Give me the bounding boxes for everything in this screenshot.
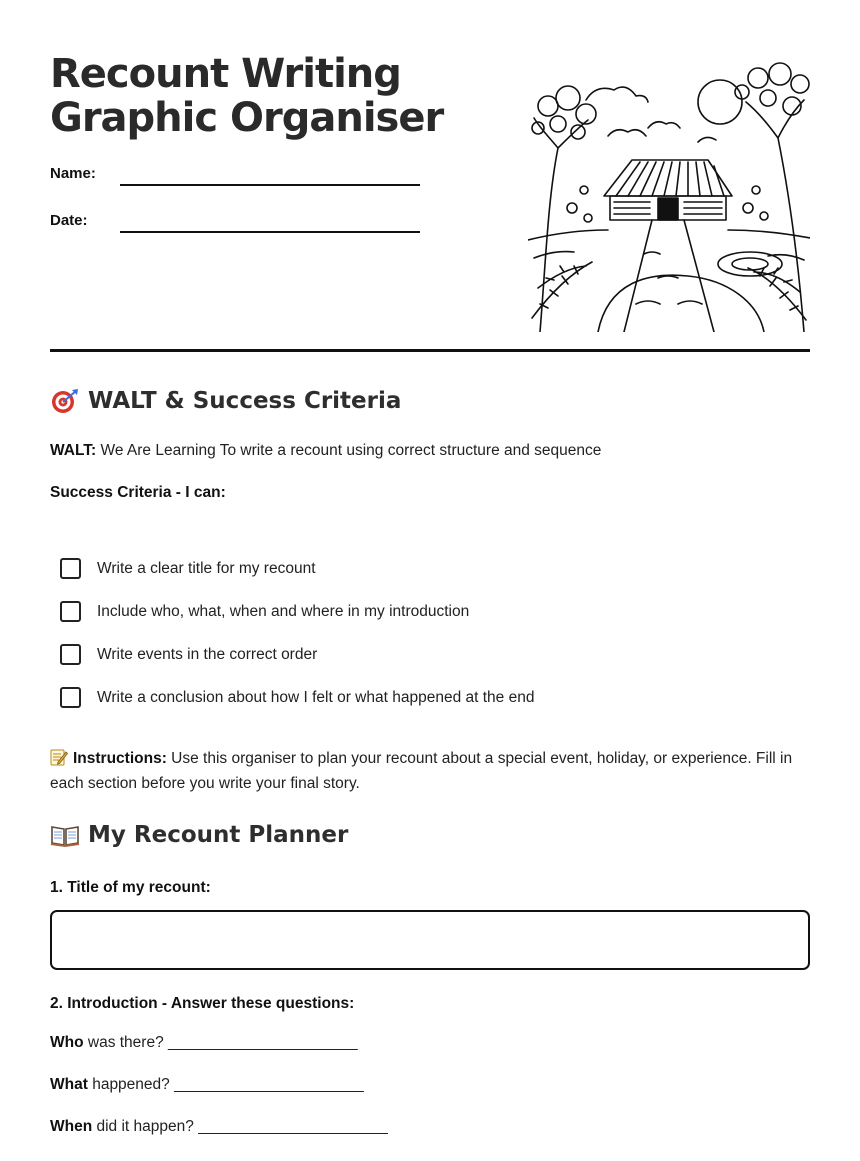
question-text: did it happen? (92, 1118, 199, 1135)
criteria-item[interactable] (60, 633, 534, 676)
question-when (50, 1118, 388, 1136)
recount-title-input[interactable] (50, 910, 810, 970)
page-title (50, 52, 470, 140)
question-text: was there? (83, 1034, 169, 1051)
question-text: happened? (87, 1076, 175, 1093)
success-criteria-list (60, 547, 534, 719)
success-criteria-heading: Success Criteria - I can: (50, 484, 226, 501)
answer-blank[interactable]: ______________________ (168, 1034, 358, 1051)
walt-text: We Are Learning To write a recount using correct structure and sequence (96, 442, 602, 459)
question-who (50, 1034, 358, 1052)
criteria-item[interactable] (60, 547, 534, 590)
worksheet-header (50, 0, 810, 352)
question-keyword: What (50, 1076, 88, 1093)
question-what (50, 1076, 364, 1094)
criteria-label: Write a conclusion about how I felt or what happened at the end (97, 688, 535, 706)
instructions-paragraph (50, 746, 810, 796)
walt-statement (50, 438, 601, 463)
criteria-item[interactable] (60, 676, 534, 719)
name-line[interactable] (120, 184, 420, 186)
house-garden-illustration (528, 58, 810, 332)
question-keyword: Who (50, 1034, 84, 1051)
title-prompt: 1. Title of my recount: (50, 879, 211, 896)
title-line-1: Recount Writing (50, 51, 401, 97)
date-line[interactable] (120, 231, 420, 233)
planner-heading-text: My Recount Planner (88, 822, 349, 848)
memo-icon (50, 748, 68, 766)
date-label: Date: (50, 212, 88, 229)
walt-heading-text: WALT & Success Criteria (88, 388, 402, 414)
criteria-checkbox[interactable] (60, 644, 81, 665)
criteria-label: Write a clear title for my recount (97, 559, 316, 577)
walt-heading (50, 388, 401, 414)
instructions-text: Use this organiser to plan your recount about a special event, holiday, or experience. Fill in each section before you write your final story. (50, 750, 793, 792)
walt-label: WALT: (50, 442, 97, 459)
instructions-label: Instructions: (73, 750, 167, 767)
criteria-checkbox[interactable] (60, 687, 81, 708)
answer-blank[interactable]: ______________________ (174, 1076, 364, 1093)
criteria-label: Write events in the correct order (97, 645, 318, 663)
introduction-prompt: 2. Introduction - Answer these questions: (50, 995, 355, 1012)
answer-blank[interactable]: ______________________ (198, 1118, 388, 1135)
criteria-checkbox[interactable] (60, 558, 81, 579)
question-keyword: When (50, 1118, 93, 1135)
planner-heading (50, 822, 348, 848)
criteria-label: Include who, what, when and where in my introduction (97, 602, 470, 620)
title-line-2: Graphic Organiser (50, 95, 444, 141)
open-book-icon (50, 822, 80, 848)
name-label: Name: (50, 165, 96, 182)
name-field[interactable] (50, 165, 420, 182)
date-field[interactable] (50, 212, 420, 229)
criteria-item[interactable] (60, 590, 534, 633)
target-icon (50, 388, 80, 414)
criteria-checkbox[interactable] (60, 601, 81, 622)
